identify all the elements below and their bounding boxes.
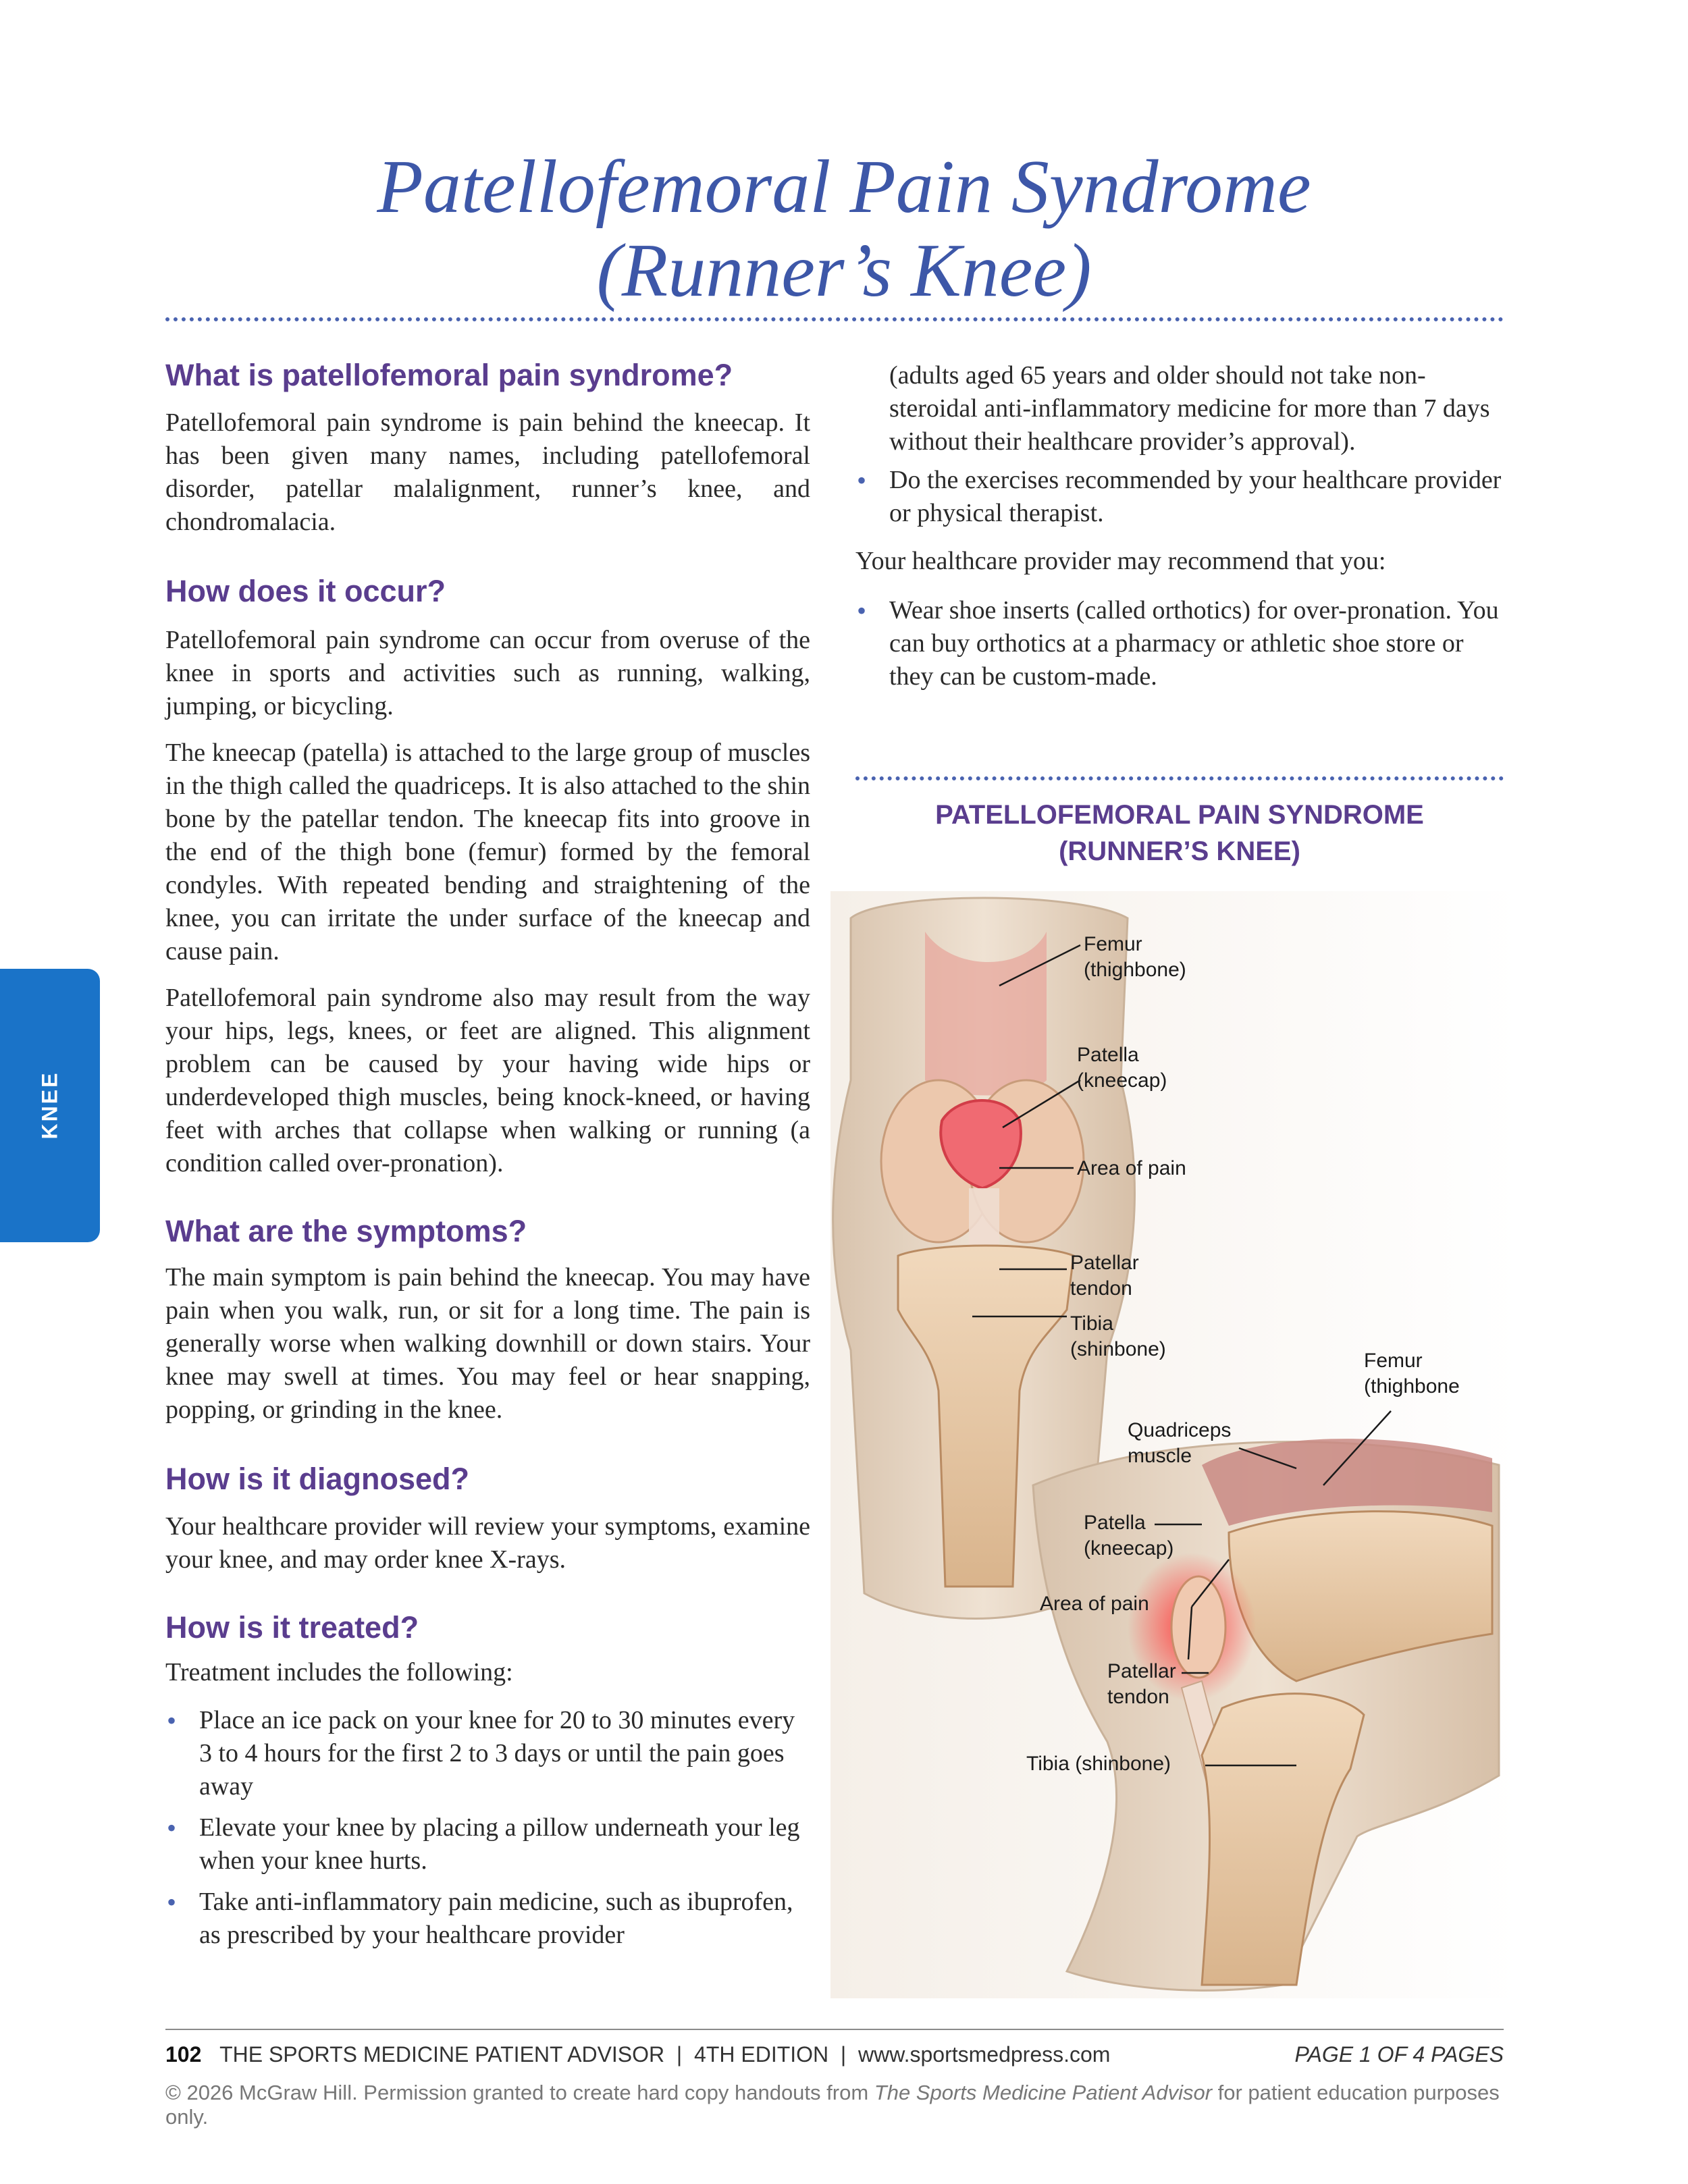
section-heading-symptoms: What are the symptoms? bbox=[165, 1214, 527, 1248]
figure-title bbox=[855, 797, 1504, 870]
exercise-list bbox=[855, 464, 1504, 530]
label-tendon-front-sub: tendon bbox=[1070, 1277, 1132, 1300]
list-item: • Elevate your knee by placing a pillow underneath your leg when your knee hurts. bbox=[165, 1811, 810, 1877]
label-tibia-front-sub: (shinbone) bbox=[1070, 1338, 1166, 1360]
side-tab bbox=[0, 969, 100, 1242]
section-heading-what-is: What is patellofemoral pain syndrome? bbox=[165, 358, 733, 392]
title-line-2: (Runner’s Knee) bbox=[596, 229, 1092, 313]
paragraph-how-occur-1: Patellofemoral pain syndrome can occur from overuse of the knee in sports and activities such as running, walking, jumping, or bicycling. bbox=[165, 626, 810, 720]
copyright-pre: © 2026 McGraw Hill. Permission granted to create hard copy handouts from bbox=[165, 2081, 874, 2104]
section-heading-treated: How is it treated? bbox=[165, 1610, 419, 1645]
label-quadriceps-sub: muscle bbox=[1128, 1445, 1192, 1467]
paragraph-how-occur-3: Patellofemoral pain syndrome also may result from the way your hips, legs, knees, or feet are aligned. This alignment problem can be caused by your having wide hips or underdeveloped thigh muscles, being knock-kneed, or having feet with arches that collapse when walking or running (a condition called over-pronation). bbox=[165, 984, 810, 1177]
label-tibia-front: Tibia bbox=[1070, 1312, 1113, 1335]
paragraph-treated: Treatment includes the following: bbox=[165, 1658, 513, 1686]
footer-url[interactable]: www.sportsmedpress.com bbox=[858, 2042, 1111, 2067]
paragraph-diagnosed: Your healthcare provider will review your symptoms, examine your knee, and may order knee X-rays. bbox=[165, 1512, 810, 1574]
label-area-front: Area of pain bbox=[1077, 1157, 1186, 1179]
footer-rule bbox=[165, 2029, 1504, 2030]
label-femur-front-sub: (thighbone) bbox=[1084, 959, 1186, 981]
copyright-book: The Sports Medicine Patient Advisor bbox=[874, 2081, 1213, 2104]
right-column bbox=[855, 359, 1504, 701]
side-tab-label: KNEE bbox=[37, 1071, 62, 1140]
label-tendon-side: Patellar bbox=[1107, 1660, 1176, 1682]
label-femur-side-sub: (thighbone bbox=[1364, 1375, 1460, 1397]
paragraph-recommend: Your healthcare provider may recommend that you: bbox=[855, 547, 1386, 575]
paragraph-how-occur-2: The kneecap (patella) is attached to the large group of muscles in the thigh called the quadriceps. It is also attached to the shin bone by the patellar tendon. The kneecap fits into groove in the end of the thigh bone (femur) formed by the femoral condyles. With repeated bending and straightening of the knee, you can irritate the under surface of the kneecap and cause pain. bbox=[165, 739, 811, 965]
footer bbox=[165, 2042, 1504, 2067]
orthotics-list bbox=[855, 594, 1504, 693]
copyright-post: for patient education purposes only. bbox=[165, 2081, 1500, 2129]
label-tendon-side-sub: tendon bbox=[1107, 1686, 1169, 1708]
figure-title-line-2: (RUNNER’S KNEE) bbox=[1059, 836, 1300, 866]
footer-separator: | bbox=[676, 2042, 683, 2067]
title-line-1: Patellofemoral Pain Syndrome bbox=[377, 145, 1311, 229]
section-heading-how-occur: How does it occur? bbox=[165, 574, 446, 608]
label-patella-front-sub: (kneecap) bbox=[1077, 1069, 1167, 1092]
footer-separator-2: | bbox=[840, 2042, 847, 2067]
label-patella-side-sub: (kneecap) bbox=[1084, 1537, 1174, 1560]
paragraph-continued: (adults aged 65 years and older should not take non-steroidal anti-inflammatory medicine for more than 7 days without their healthcare provider’s approval). bbox=[889, 361, 1490, 456]
list-item: • Do the exercises recommended by your healthcare provider or physical therapist. bbox=[855, 464, 1504, 530]
side-patella bbox=[1171, 1576, 1225, 1678]
list-item: • Place an ice pack on your knee for 20 to 30 minutes every 3 to 4 hours for the first 2 to 3 days or until the pain goes away bbox=[165, 1704, 810, 1803]
copyright-notice bbox=[165, 2081, 1504, 2129]
label-area-side: Area of pain bbox=[1040, 1593, 1149, 1615]
label-patella-front: Patella bbox=[1077, 1044, 1139, 1066]
knee-illustration bbox=[824, 878, 1526, 2012]
label-patella-side: Patella bbox=[1084, 1512, 1146, 1534]
left-column bbox=[165, 358, 810, 1960]
figure-divider bbox=[855, 776, 1504, 780]
title-divider bbox=[165, 317, 1504, 321]
label-tendon-front: Patellar bbox=[1070, 1252, 1139, 1274]
label-quadriceps: Quadriceps bbox=[1128, 1419, 1232, 1441]
section-heading-diagnosed: How is it diagnosed? bbox=[165, 1462, 470, 1496]
label-femur-front: Femur bbox=[1084, 933, 1142, 955]
list-item: • Wear shoe inserts (called orthotics) for over-pronation. You can buy orthotics at a pharmacy or athletic shoe store or they can be custom-made. bbox=[855, 594, 1504, 693]
page-number: 102 bbox=[165, 2042, 202, 2067]
footer-page-of: PAGE 1 OF 4 PAGES bbox=[1294, 2042, 1504, 2067]
paragraph-symptoms: The main symptom is pain behind the kneecap. You may have pain when you walk, run, or sit for a long time. The pain is generally worse when walking downhill or down stairs. Your knee may swell at times. You may feel or hear snapping, popping, or grinding in the knee. bbox=[165, 1263, 810, 1424]
footer-edition: 4TH EDITION bbox=[694, 2042, 829, 2067]
label-femur-side: Femur bbox=[1364, 1350, 1423, 1372]
label-tibia-side: Tibia (shinbone) bbox=[1026, 1753, 1171, 1775]
list-item: • Take anti-inflammatory pain medicine, such as ibuprofen, as prescribed by your healthcare provider bbox=[165, 1886, 810, 1952]
treatment-list bbox=[165, 1704, 810, 1952]
figure-title-line-1: PATELLOFEMORAL PAIN SYNDROME bbox=[935, 800, 1424, 830]
page-title bbox=[0, 145, 1688, 313]
footer-book-title: THE SPORTS MEDICINE PATIENT ADVISOR bbox=[219, 2042, 665, 2067]
paragraph-what-is: Patellofemoral pain syndrome is pain behind the kneecap. It has been given many names, including patellofemoral disorder, patellar malalignment, runner’s knee, and chondromalacia. bbox=[165, 408, 810, 536]
